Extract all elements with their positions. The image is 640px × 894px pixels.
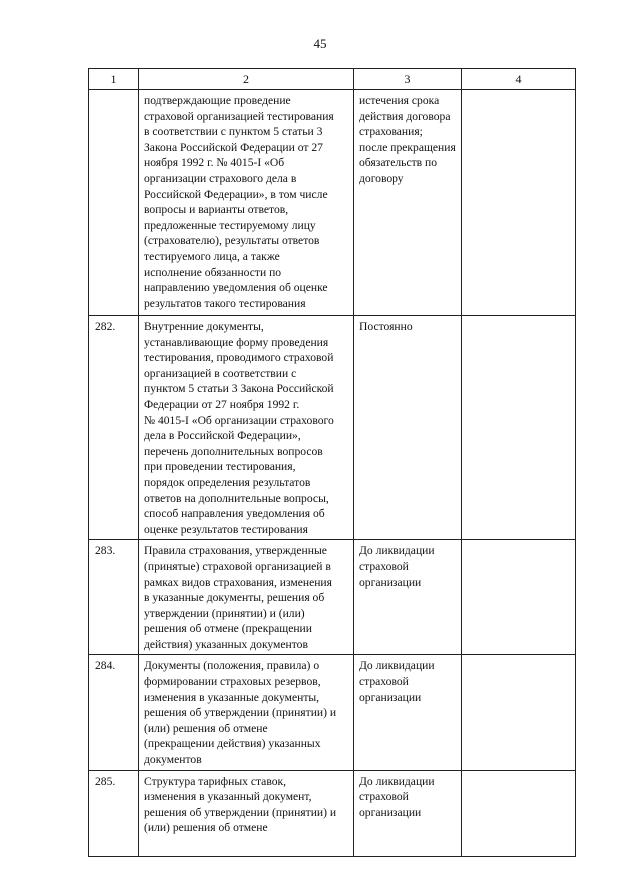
note-cell [462,655,576,770]
table-header-row [89,69,576,90]
item-number: 285. [89,770,139,856]
note-cell [462,90,576,316]
header-col-3: 3 [354,69,462,90]
table-row [89,316,576,540]
retention-term: истечения срока действия договора страхования; после прекращения обязательств по договору [354,90,462,316]
document-description: Внутренние документы, устанавливающие форму проведения тестирования, проводимого страховой организацией в соответствии с пунктом 5 статьи 3 Закона Российской Федерации от 27 ноября 1992 г. № 4015-I «Об организации страхового дела в Российской Федерации», перечень дополнительных вопросов при проведении тестирования, порядок определения результатов ответов на дополнительные вопросы, способ направления уведомления об оценке результатов тестирования [139,316,354,540]
note-cell [462,316,576,540]
table-row [89,655,576,770]
table-row [89,540,576,655]
header-col-2: 2 [139,69,354,90]
retention-table [88,68,576,857]
table-row [89,90,576,316]
document-description: Документы (положения, правила) о формировании страховых резервов, изменения в указанные документы, решения об утверждении (принятии) и (или) решения об отмене (прекращении действия) указанных документов [139,655,354,770]
header-col-4: 4 [462,69,576,90]
item-number: 284. [89,655,139,770]
item-number: 282. [89,316,139,540]
retention-term: До ликвидации страховой организации [354,540,462,655]
retention-term: До ликвидации страховой организации [354,655,462,770]
note-cell [462,770,576,856]
page-number: 45 [313,36,327,51]
document-description: подтверждающие проведение страховой организацией тестирования в соответствии с пунктом 5 статьи 3 Закона Российской Федерации от 27 ноября 1992 г. № 4015-I «Об организации страхового дела в Российской Федерации», в том числе вопросы и варианты ответов, предложенные тестируемому лицу (страхователю), результаты ответов тестируемого лица, а также исполнение обязанности по направлению уведомления об оценке результатов такого тестирования [139,90,354,316]
note-cell [462,540,576,655]
item-number [89,90,139,316]
retention-term: До ликвидации страховой организации [354,770,462,856]
retention-term: Постоянно [354,316,462,540]
table-row [89,770,576,856]
document-description: Структура тарифных ставок, изменения в указанный документ, решения об утверждении (принятии) и (или) решения об отмене [139,770,354,856]
item-number: 283. [89,540,139,655]
header-col-1: 1 [89,69,139,90]
document-description: Правила страхования, утвержденные (принятые) страховой организацией в рамках видов страхования, изменения в указанные документы, решения об утверждении (принятии) и (или) решения об отмене (прекращении действия) указанных документов [139,540,354,655]
